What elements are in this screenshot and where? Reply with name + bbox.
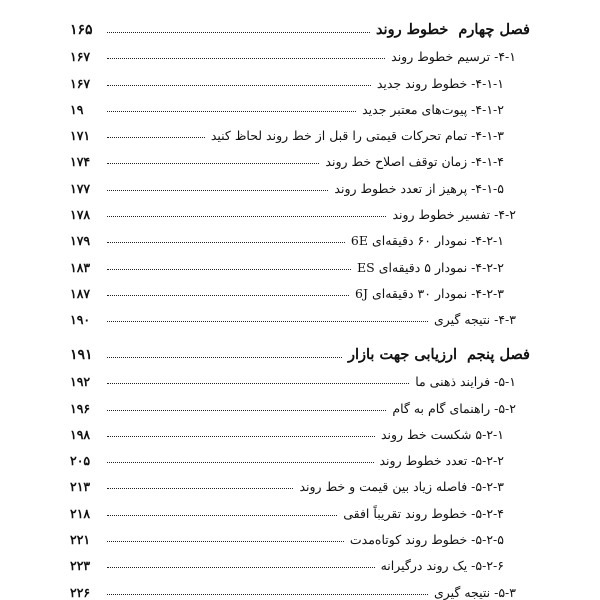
dot-leader bbox=[107, 216, 386, 217]
toc-entry bbox=[70, 494, 530, 520]
page-number: ۱۹۶ bbox=[70, 400, 91, 416]
entry-title: ۴-۲- تفسیر خطوط روند bbox=[392, 207, 516, 223]
entry-title: ۵-۲-۲- تعدد خطوط روند bbox=[379, 453, 504, 469]
page-number: ۱۷۱ bbox=[70, 128, 91, 144]
dot-leader bbox=[107, 32, 370, 33]
page-number: ۲۲۳ bbox=[70, 558, 91, 574]
entry-title: ۴-۱-۱- خطوط روند جدید bbox=[376, 75, 504, 91]
page-number: ۲۲۱ bbox=[70, 532, 91, 548]
toc-entry bbox=[70, 143, 530, 169]
toc-entry bbox=[70, 91, 530, 117]
toc-entry bbox=[70, 521, 530, 547]
dot-leader bbox=[107, 58, 385, 59]
page-number: ۱۷۷ bbox=[70, 180, 91, 196]
toc-entry bbox=[70, 547, 530, 573]
page-number: ۱۸۳ bbox=[70, 259, 91, 275]
toc-entry bbox=[70, 248, 530, 274]
toc-entry bbox=[70, 416, 530, 442]
page-number: ۱۶۵ bbox=[70, 22, 93, 38]
dot-leader bbox=[107, 541, 344, 542]
entry-title: ۴-۱- ترسیم خطوط روند bbox=[391, 49, 516, 65]
dot-leader bbox=[107, 515, 337, 516]
dot-leader bbox=[107, 137, 205, 138]
dot-leader bbox=[107, 357, 342, 358]
dot-leader bbox=[107, 462, 374, 463]
page-number: ۱۶۷ bbox=[70, 49, 91, 65]
chapter-4-section bbox=[70, 10, 530, 327]
page-number: ۱۶۷ bbox=[70, 75, 91, 91]
toc-entry bbox=[70, 38, 530, 64]
page-number: ۱۹ bbox=[70, 101, 84, 117]
chapter-subtitle: خطوط روند bbox=[375, 21, 449, 38]
page-number: ۲۰۵ bbox=[70, 453, 91, 469]
page-number: ۲۲۶ bbox=[70, 584, 91, 600]
dot-leader bbox=[107, 111, 356, 112]
entry-title: ۵-۲-۱ شکست خط روند bbox=[380, 426, 504, 442]
entry-title: ۴-۱-۳- تمام تحرکات قیمتی را قبل از خط روند لحاظ کنید bbox=[210, 128, 504, 144]
toc-entry bbox=[70, 169, 530, 195]
chapter-heading bbox=[70, 10, 530, 38]
page-number: ۱۷۸ bbox=[70, 207, 91, 223]
entry-title: ۵-۲- راهنمای گام به گام bbox=[392, 400, 516, 416]
dot-leader bbox=[107, 594, 428, 595]
entry-title: ۴-۱-۴- زمان توقف اصلاح خط روند bbox=[325, 154, 504, 170]
chapter-heading bbox=[70, 335, 530, 363]
entry-title: ۴-۲-۱- نمودار ۶۰ دقیقه‌ای 6E bbox=[350, 233, 504, 249]
chapter-title: فصل چهارمخطوط روند bbox=[375, 21, 530, 38]
entry-title: ۴-۱-۲- پیوت‌های معتبر جدید bbox=[362, 101, 504, 117]
chapter-subtitle: ارزیابی جهت بازار bbox=[347, 346, 458, 363]
toc-entry bbox=[70, 64, 530, 90]
dot-leader bbox=[107, 163, 319, 164]
toc-entry bbox=[70, 363, 530, 389]
toc-entries bbox=[70, 38, 530, 327]
toc-entry bbox=[70, 222, 530, 248]
toc-entry bbox=[70, 196, 530, 222]
dot-leader bbox=[107, 242, 345, 243]
toc-entry bbox=[70, 389, 530, 415]
dot-leader bbox=[107, 436, 375, 437]
toc-entries bbox=[70, 363, 530, 600]
page-number: ۱۹۸ bbox=[70, 426, 91, 442]
dot-leader bbox=[107, 321, 428, 322]
entry-title: ۵-۱- فرایند ذهنی ما bbox=[415, 374, 516, 390]
dot-leader bbox=[107, 85, 371, 86]
page-number: ۱۹۱ bbox=[70, 347, 93, 363]
entry-title: ۵-۲-۶- یک روند درگیرانه bbox=[380, 558, 504, 574]
entry-title: ۴-۳- نتیجه گیری bbox=[433, 312, 516, 328]
entry-title: ۴-۲-۲- نمودار ۵ دقیقه‌ای ES bbox=[357, 259, 504, 275]
entry-title: ۵-۲-۴- خطوط روند تقریباً افقی bbox=[343, 505, 504, 521]
toc-entry bbox=[70, 573, 530, 599]
toc-entry bbox=[70, 442, 530, 468]
dot-leader bbox=[107, 410, 386, 411]
page-number: ۱۹۲ bbox=[70, 374, 91, 390]
dot-leader bbox=[107, 567, 375, 568]
page-number: ۱۸۷ bbox=[70, 285, 91, 301]
dot-leader bbox=[107, 488, 293, 489]
entry-title: ۴-۲-۳- نمودار ۳۰ دقیقه‌ای 6J bbox=[355, 285, 504, 301]
page-number: ۱۷۹ bbox=[70, 233, 91, 249]
entry-title: ۵-۲-۵- خطوط روند کوتاه‌مدت bbox=[349, 532, 504, 548]
toc-entry bbox=[70, 275, 530, 301]
toc-entry bbox=[70, 468, 530, 494]
dot-leader bbox=[107, 383, 409, 384]
entry-title: ۴-۱-۵- پرهیز از تعدد خطوط روند bbox=[334, 180, 504, 196]
toc-entry bbox=[70, 117, 530, 143]
dot-leader bbox=[107, 269, 351, 270]
toc-entry bbox=[70, 301, 530, 327]
page-number: ۲۱۳ bbox=[70, 479, 91, 495]
entry-title: ۵-۳- نتیجه گیری bbox=[433, 584, 516, 600]
chapter-title: فصل پنجمارزیابی جهت بازار bbox=[347, 346, 530, 363]
chapter-5-section bbox=[70, 335, 530, 600]
page-number: ۲۱۸ bbox=[70, 505, 91, 521]
page-number: ۱۷۴ bbox=[70, 154, 91, 170]
entry-title: ۵-۲-۳- فاصله زیاد بین قیمت و خط روند bbox=[299, 479, 504, 495]
dot-leader bbox=[107, 190, 328, 191]
dot-leader bbox=[107, 295, 349, 296]
page-number: ۱۹۰ bbox=[70, 312, 91, 328]
